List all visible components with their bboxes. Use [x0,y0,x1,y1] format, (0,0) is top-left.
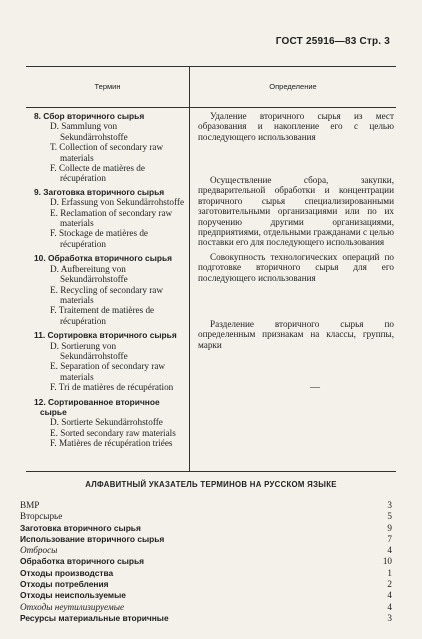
page-header: ГОСТ 25916—83 Стр. 3 [275,36,390,47]
term-fr: F. Stockage de matières de récupération [50,228,148,249]
term-entry [34,397,186,449]
term-title: 10. Обработка вторичного сырья [34,253,173,264]
alphabetical-index [20,500,392,624]
term-en: Т. Collection of secondary raw materials [50,142,164,163]
index-number: 3 [387,500,392,510]
index-row [20,579,392,590]
terms-column [34,111,186,452]
index-number: 7 [387,533,392,544]
definition-text: Осуществление сбора, закупки, предварительной обработки и концентрации вторичного сырья специализированными заготовительными организациями или по их поручению другими организациями, предприятиями, отдельными гражданами с целью поставки его для последующего использования [198,175,394,248]
col-header-term: Термин [94,82,121,91]
term-fr: F. Matières de récupération triées [50,438,173,449]
term-title: 8. Сбор вторичного сырья [34,111,145,121]
index-number: 4 [387,601,392,612]
index-term: Ресурсы материальные вторичные [20,612,169,623]
index-term: Заготовка вторичного сырья [20,522,141,533]
definition-dash: — [310,382,320,393]
term-title: 12. Сортированное вторичное сырье [34,396,160,417]
index-term: ВМР [20,500,40,510]
index-row [20,511,392,522]
index-term: Использование вторичного сырья [20,533,165,544]
index-term: Отходы потребления [20,579,109,590]
index-row [20,534,392,545]
table-column-header [26,67,396,108]
term-de: D. Sammlung von Sekundärrohstoffe [50,121,128,142]
terms-table [26,66,396,472]
index-number: 4 [387,545,392,556]
term-en: E. Reclamation of secondary raw materials [50,207,173,229]
term-de: D. Sortierung von Sekundärrohstoffe [50,340,128,361]
column-divider [189,67,190,471]
index-row [20,568,392,579]
index-number: 10 [382,556,392,567]
index-row [20,500,392,511]
index-title: АЛФАВИТНЫЙ УКАЗАТЕЛЬ ТЕРМИНОВ НА РУССКОМ ЯЗЫКЕ [85,480,337,489]
index-row [20,602,392,613]
index-row [20,613,392,624]
term-fr: F. Tri de matières de récupération [50,382,174,393]
index-row [20,556,392,567]
definition-text: Разделение вторичного сырья по определенным признакам на классы, группы, марки [198,319,394,350]
definition-text: Удаление вторичного сырья из мест образования и накопление его с целью последующего использования [198,111,394,142]
term-title: 9. Заготовка вторичного сырья [34,186,165,197]
term-entry [34,253,186,326]
term-de: D. Erfassung von Sekundärrohstoffe [50,197,185,208]
definition-text: Совокупность технологических операций по подготовке вторичного сырья для его последующего использования [198,252,394,283]
index-number: 1 [387,567,392,578]
term-de: D. Sortierte Sekundärrohstoffe [50,417,163,428]
index-number: 3 [387,612,392,623]
term-entry [34,330,186,392]
index-row [20,523,392,534]
index-term: Отбросы [20,545,58,556]
term-entry [34,111,186,184]
term-entry [34,187,186,249]
term-fr: F. Traitement de matières de récupération [50,305,155,326]
index-number: 4 [387,590,392,601]
index-term: Отходы производства [20,567,114,578]
col-header-definition: Определение [269,82,317,91]
index-row [20,590,392,601]
index-term: Обработка вторичного сырья [20,556,145,567]
index-number: 2 [387,579,392,590]
term-fr: F. Collecte de matières de récupération [50,163,145,184]
term-en: E. Sorted secondary raw materials [50,427,176,438]
index-number: 9 [387,522,392,533]
index-term: Вторсырье [20,511,63,522]
term-de: D. Aufbereitung von Sekundärrohstoffe [50,263,128,285]
index-row [20,545,392,556]
term-en: E. Separation of secondary raw materials [50,361,166,382]
index-term: Отходы неиспользуемые [20,590,126,601]
index-number: 5 [387,511,392,522]
index-term: Отходы неутилизируемые [20,601,125,612]
term-title: 11. Сортировка вторичного сырья [34,330,177,341]
term-en: E. Recycling of secondary raw materials [50,284,164,305]
